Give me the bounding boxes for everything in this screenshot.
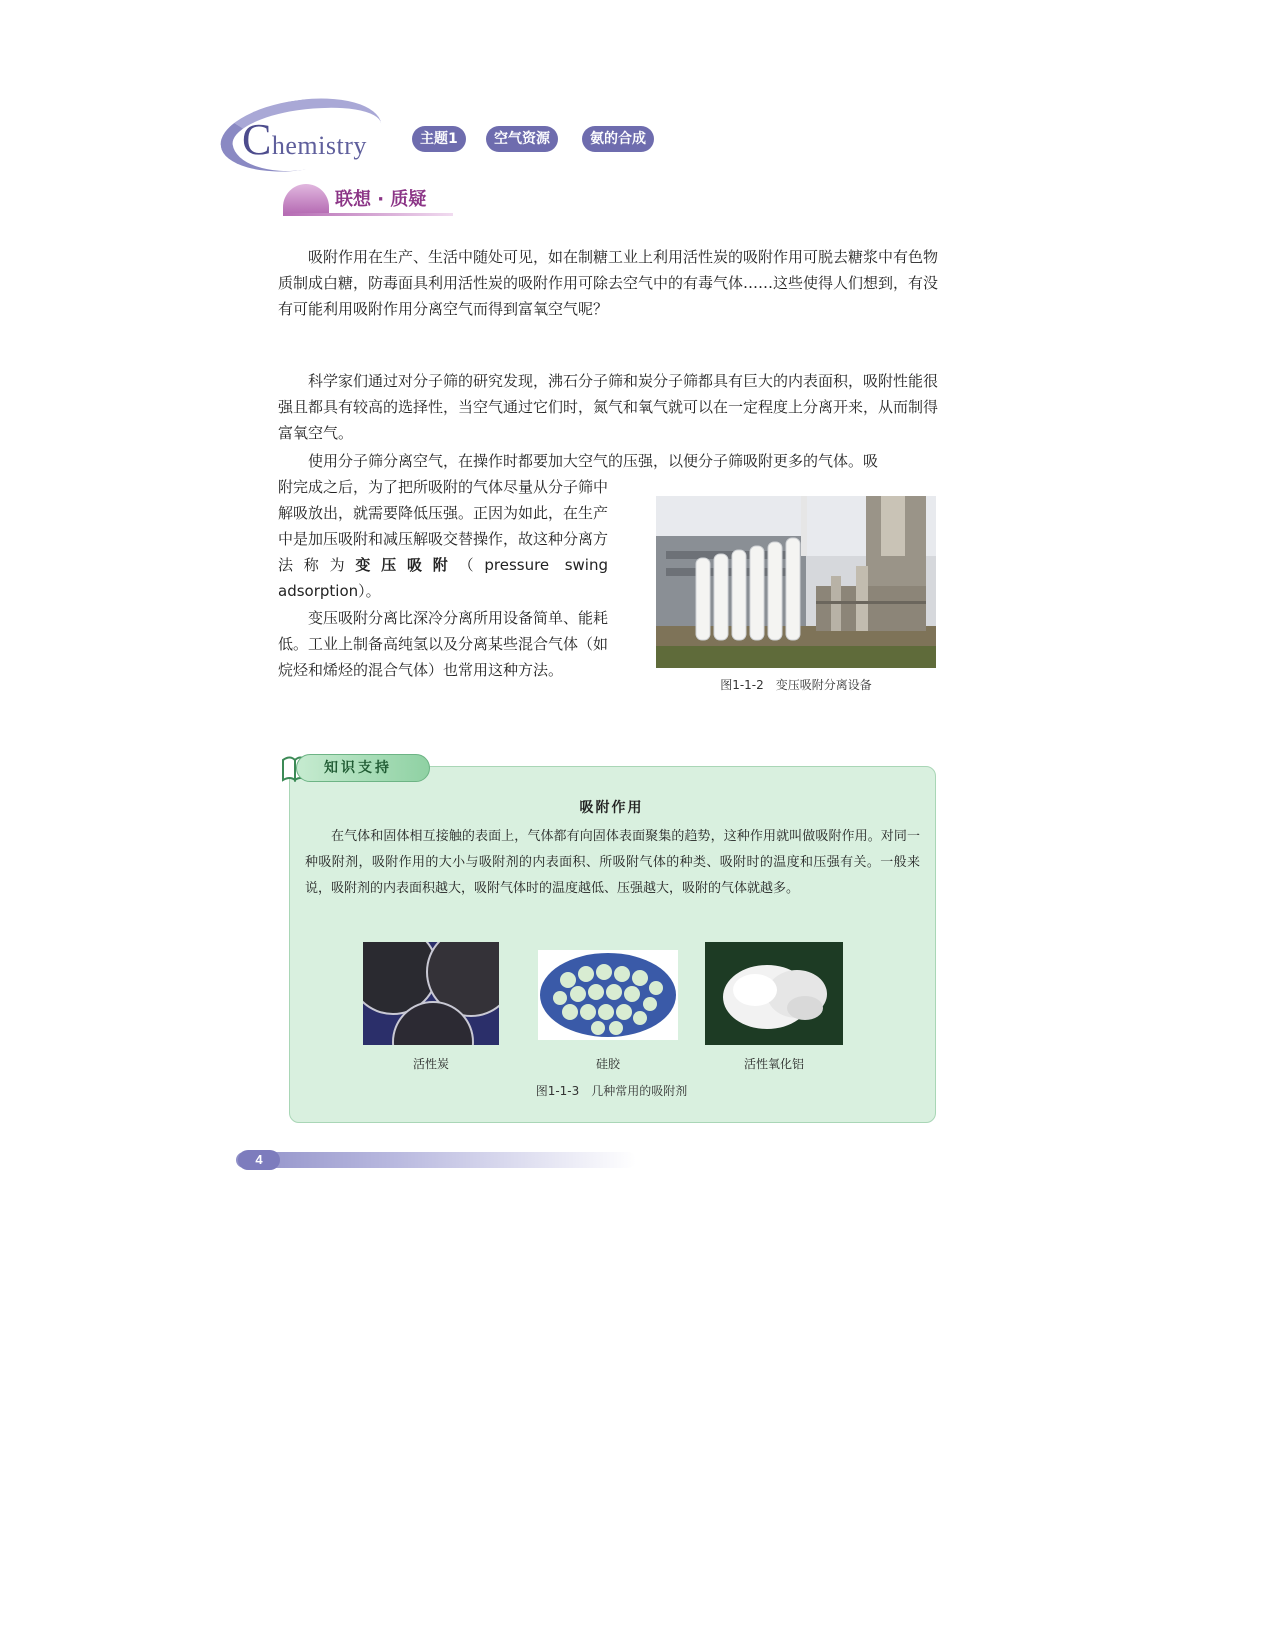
section-label-association: [283, 180, 458, 218]
figure-caption-1-1-2: 图1-1-2 变压吸附分离设备: [720, 678, 872, 692]
figure-caption-1-1-3: 图1-1-3 几种常用的吸附剂: [535, 1084, 688, 1098]
chapter-chip-ammonia: 氨的合成: [582, 126, 654, 152]
section-label-decoration: [283, 184, 329, 214]
silica-gel-photo: [538, 950, 678, 1040]
sample-label-activated-carbon: 活性炭: [412, 1057, 449, 1071]
body-paragraph-3: 变压吸附分离比深冷分离所用设备简单、能耗低。工业上制备高纯氢以及分离某些混合气体（如烷烃和烯烃的混合气体）也常用这种方法。: [278, 609, 609, 679]
section-label-text: 联想 · 质疑: [335, 189, 427, 210]
chemistry-wordmark: Chemistry: [242, 115, 367, 164]
knowledge-body-text: 在气体和固体相互接触的表面上，气体都有向固体表面聚集的趋势，这种作用就叫做吸附作用。对同一种吸附剂，吸附作用的大小与吸附剂的内表面积、所吸附气体的种类、吸附时的温度和压强有关。一般来说，吸附剂的内表面积越大，吸附气体时的温度越低、压强越大，吸附的气体就越多。: [305, 829, 920, 896]
psa-plant-photo: [656, 496, 936, 668]
knowledge-tab-label: 知识支持: [324, 760, 392, 776]
chapter-chip-air-resource: 空气资源: [486, 126, 558, 152]
chapter-header: [220, 100, 700, 170]
body-paragraph-2-rest: 附完成之后，为了把所吸附的气体尽量从分子筛中解吸放出，就需要降低压强。正因为如此，在生产中是加压吸附和减压解吸交替操作，故这种分离方法称为变压吸附（pressure swing adsorption）。: [278, 478, 609, 600]
term-pressure-swing-adsorption: 变压吸附: [355, 556, 459, 574]
body-paragraph-2-first-line: 使用分子筛分离空气，在操作时都要加大空气的压强，以便分子筛吸附更多的气体。吸: [308, 452, 879, 470]
intro-paragraph: 吸附作用在生产、生活中随处可见，如在制糖工业上利用活性炭的吸附作用可脱去糖浆中有色物质制成白糖，防毒面具利用活性炭的吸附作用可除去空气中的有毒气体……这些使得人们想到，有没有可能利用吸附作用分离空气而得到富氧空气呢？: [278, 248, 939, 318]
section-label-underline: [283, 213, 453, 216]
activated-carbon-photo: [363, 942, 499, 1045]
body-paragraph-1: 科学家们通过对分子筛的研究发现，沸石分子筛和炭分子筛都具有巨大的内表面积，吸附性能很强且都具有较高的选择性，当空气通过它们时，氮气和氧气就可以在一定程度上分离开来，从而制得富氧空气。: [278, 372, 939, 442]
page-number: 4: [238, 1150, 280, 1170]
activated-alumina-photo: [705, 942, 843, 1045]
sample-label-silica-gel: 硅胶: [595, 1057, 620, 1071]
footer-bar: [236, 1152, 636, 1168]
knowledge-support-tab: [280, 750, 430, 784]
knowledge-title: 吸附作用: [579, 800, 644, 816]
chapter-chip-topic: 主题1: [412, 126, 466, 152]
sample-label-activated-alumina: 活性氧化铝: [743, 1057, 804, 1071]
